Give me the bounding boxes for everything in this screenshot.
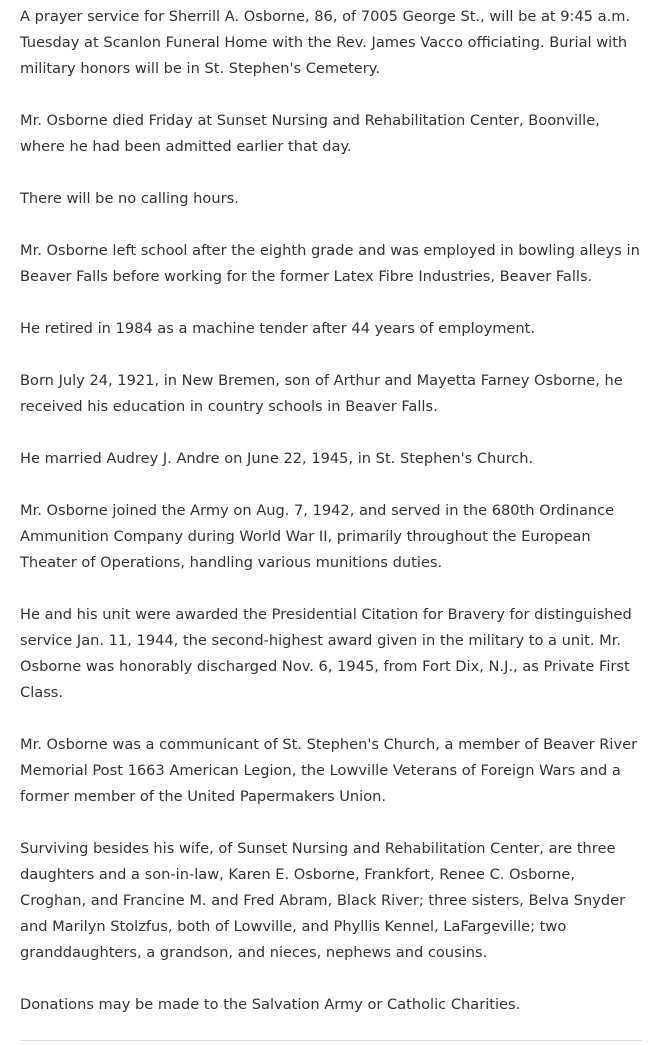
paragraph-retirement: He retired in 1984 as a machine tender after 44 years of employment. (20, 320, 536, 337)
paragraph-military-honors: He and his unit were awarded the Presidential Citation for Bravery for distinguished service Jan. 11, 1944, the second-highest award given in the military to a unit. Mr. Osborne was honorably discharged Nov. 6, 1945, from Fort Dix, N.J., as Private First Class. (20, 606, 632, 701)
paragraph-service-details: A prayer service for Sherrill A. Osborne, 86, of 7005 George St., will be at 9:45 a.m. Tuesday at Scanlon Funeral Home with the Rev. James Vacco officiating. Burial with military honors will be in St. Stephen's Cemetery. (20, 8, 631, 77)
obituary-article (20, 4, 642, 1044)
paragraph-military-service: Mr. Osborne joined the Army on Aug. 7, 1942, and served in the 680th Ordinance Ammunition Company during World War II, primarily throughout the European Theater of Operations, handling various munitions duties. (20, 502, 615, 571)
paragraph-employment: Mr. Osborne left school after the eighth grade and was employed in bowling alleys in Beaver Falls before working for the former Latex Fibre Industries, Beaver Falls. (20, 242, 640, 285)
paragraph-birth: Born July 24, 1921, in New Bremen, son of Arthur and Mayetta Farney Osborne, he received his education in country schools in Beaver Falls. (20, 372, 623, 415)
paragraph-marriage: He married Audrey J. Andre on June 22, 1945, in St. Stephen's Church. (20, 450, 534, 467)
paragraph-donations: Donations may be made to the Salvation Army or Catholic Charities. (20, 996, 521, 1013)
paragraph-memberships: Mr. Osborne was a communicant of St. Stephen's Church, a member of Beaver River Memorial Post 1663 American Legion, the Lowville Veterans of Foreign Wars and a former member of the United Papermakers Union. (20, 736, 638, 805)
paragraph-death-details: Mr. Osborne died Friday at Sunset Nursing and Rehabilitation Center, Boonville, where he had been admitted earlier that day. (20, 112, 600, 155)
bottom-divider (20, 1040, 642, 1041)
paragraph-survivors: Surviving besides his wife, of Sunset Nursing and Rehabilitation Center, are three daughters and a son-in-law, Karen E. Osborne, Frankfort, Renee C. Osborne, Croghan, and Francine M. and Fred Abram, Black River; three sisters, Belva Snyder and Marilyn Stolzfus, both of Lowville, and Phyllis Kennel, LaFargeville; two granddaughters, a grandson, and nieces, nephews and cousins. (20, 840, 626, 961)
paragraph-calling-hours: There will be no calling hours. (20, 190, 239, 207)
